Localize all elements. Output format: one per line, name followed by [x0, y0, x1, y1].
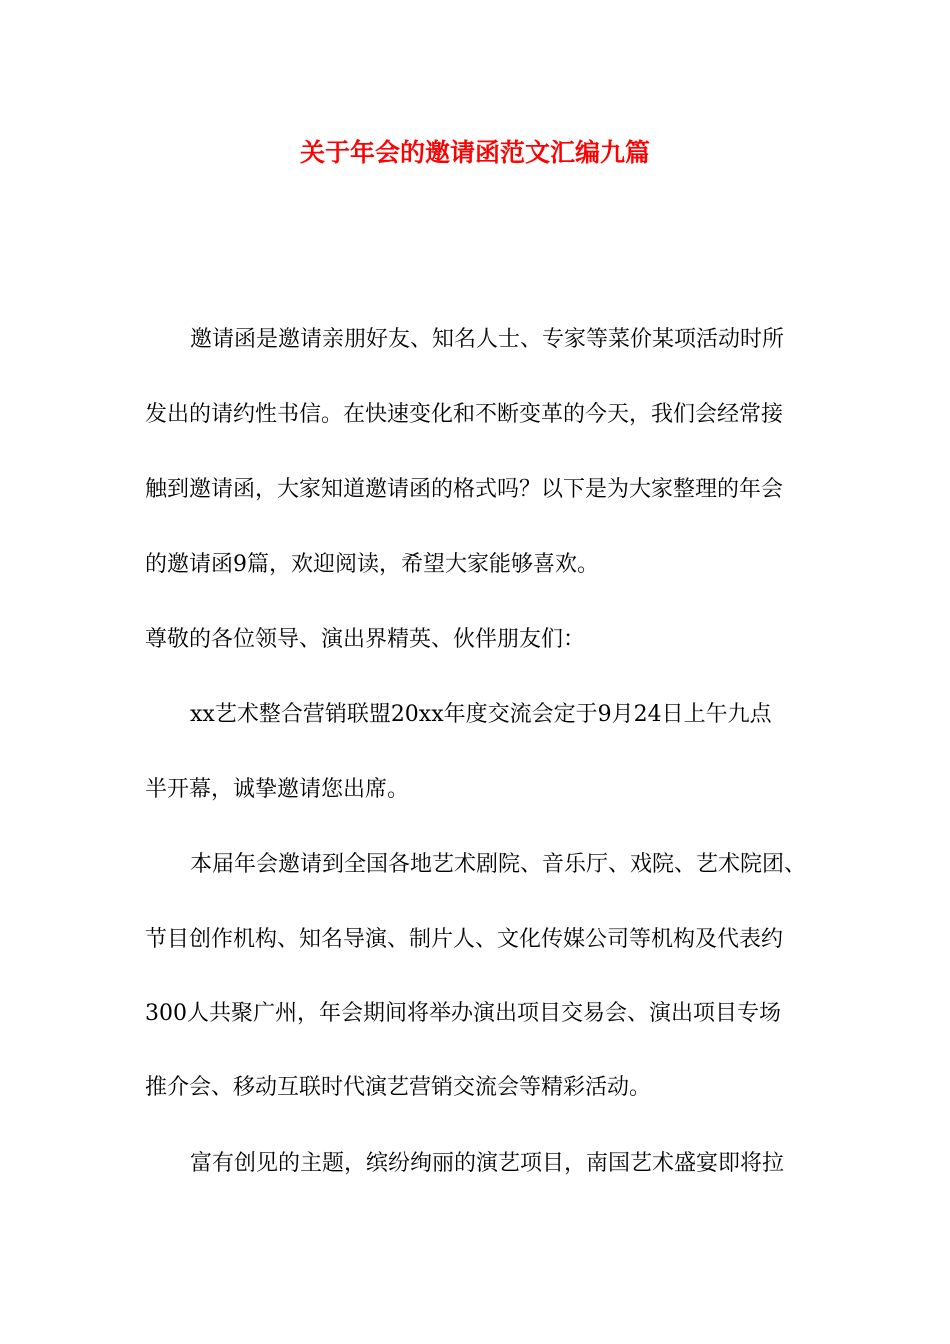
paragraph-line: 触到邀请函，大家知道邀请函的格式吗？以下是为大家整理的年会	[145, 477, 784, 502]
paragraph-line: 的邀请函9篇，欢迎阅读，希望大家能够喜欢。	[145, 552, 599, 577]
paragraph-line: xx艺术整合营销联盟20xx年度交流会定于9月24日上午九点	[190, 702, 772, 727]
paragraph-line: 邀请函是邀请亲朋好友、知名人士、专家等菜价某项活动时所	[190, 327, 785, 352]
paragraph-line: 本届年会邀请到全国各地艺术剧院、音乐厅、戏院、艺术院团、	[190, 852, 807, 877]
paragraph-line: 发出的请约性书信。在快速变化和不断变革的今天，我们会经常接	[145, 402, 784, 427]
paragraph-line: 节目创作机构、知名导演、制片人、文化传媒公司等机构及代表约	[145, 927, 784, 952]
paragraph-line: 富有创见的主题，缤纷绚丽的演艺项目，南国艺术盛宴即将拉	[190, 1151, 785, 1176]
paragraph-line: 300人共聚广州，年会期间将举办演出项目交易会、演出项目专场	[145, 1001, 781, 1026]
paragraph-line: 推介会、移动互联时代演艺营销交流会等精彩活动。	[145, 1075, 652, 1100]
paragraph-line: 半开幕，诚挚邀请您出席。	[145, 777, 410, 802]
salutation-line: 尊敬的各位领导、演出界精英、伙伴朋友们：	[145, 627, 586, 652]
document-title: 关于年会的邀请函范文汇编九篇	[299, 138, 650, 167]
